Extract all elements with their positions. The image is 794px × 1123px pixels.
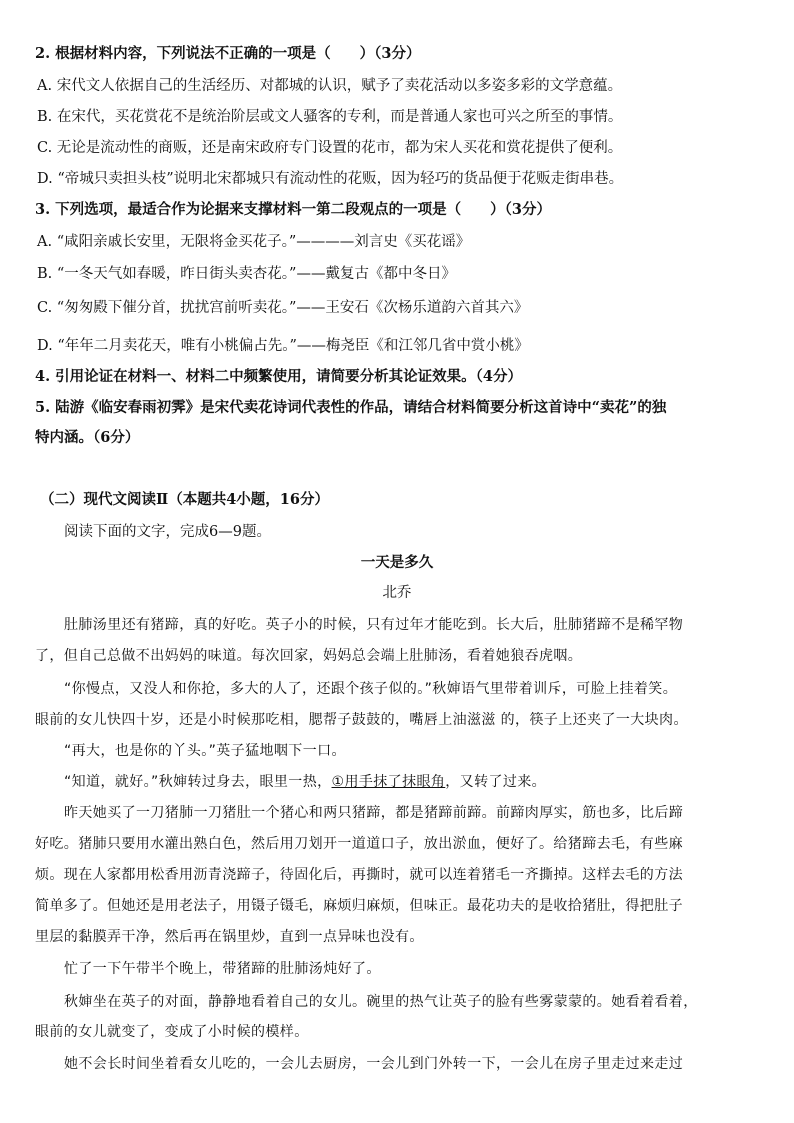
story-paragraph-8-line-1: 她不会长时间坐着看女儿吃的，一会儿去厨房，一会儿到门外转一下，一会儿在房子里走过来走过 xyxy=(64,1056,684,1072)
story-paragraph-1-line-2: 了，但自己总做不出妈妈的味道。每次回家，妈妈总会端上肚肺汤，看着她狼吞虎咽。 xyxy=(35,648,583,664)
story-paragraph-2-line-1: “你慢点，又没人和你抢，多大的人了，还跟个孩子似的。”秋婶语气里带着训斥，可脸上挂着笑。 xyxy=(64,681,678,697)
story-title: 一天是多久 xyxy=(360,554,434,571)
question-5-line-2: 特内涵。（6分） xyxy=(35,429,140,446)
story-author: 北乔 xyxy=(382,585,412,601)
question-2-option-a: A. 宋代文人依据自己的生活经历、对都城的认识，赋予了卖花活动以多姿多彩的文学意蕴。 xyxy=(37,78,623,94)
story-paragraph-5-line-2: 好吃。猪肺只要用水灌出熟白色，然后用刀划开一道道口子，放出淤血，便好了。给猪蹄去毛，有些麻 xyxy=(35,836,683,852)
question-2-option-d: D. “帝城只卖担头枝”说明北宋都城只有流动性的花贩，因为轻巧的货品便于花贩走街串巷。 xyxy=(37,171,624,187)
story-paragraph-7-line-1: 秋婶坐在英子的对面，静静地看着自己的女儿。碗里的热气让英子的脸有些雾蒙蒙的。她看着看着， xyxy=(64,994,698,1010)
story-paragraph-3: “再大，也是你的丫头。”英子猛地咽下一口。 xyxy=(64,743,346,759)
section-instruction: 阅读下面的文字，完成6—9题。 xyxy=(64,524,271,540)
paragraph-4-text-before: “知道，就好。”秋婶转过身去，眼里一热， xyxy=(64,774,332,790)
question-2-stem: 2. 根据材料内容，下列说法不正确的一项是（ ）（3分） xyxy=(35,45,421,62)
paragraph-4-text-after: ，又转了过来。 xyxy=(445,774,547,790)
story-paragraph-1-line-1: 肚肺汤里还有猪蹄，真的好吃。英子小的时候，只有过年才能吃到。长大后，肚肺猪蹄不是稀罕物 xyxy=(64,617,684,633)
question-2-option-c: C. 无论是流动性的商贩，还是南宋政府专门设置的花市，都为宋人买花和赏花提供了便利。 xyxy=(37,140,623,156)
story-paragraph-2-line-2: 眼前的女儿快四十岁，还是小时候那吃相，腮帮子鼓鼓的，嘴唇上油滋滋 的，筷子上还夹了一大块肉。 xyxy=(35,712,688,728)
story-paragraph-5-line-5: 里层的黏膜弄干净，然后再在锅里炒，直到一点异味也没有。 xyxy=(35,929,424,945)
question-3-option-c: C. “匆匆殿下催分首，扰扰宫前听卖花。”——王安石《次杨乐道韵六首其六》 xyxy=(37,300,529,316)
question-3-option-b: B. “一冬天气如春暖，昨日街头卖杏花。”——戴复古《都中冬日》 xyxy=(37,266,456,282)
story-paragraph-5-line-3: 烦。现在人家都用松香用沥青浇蹄子，待固化后，再撕时，就可以连着猪毛一齐撕掉。这样去毛的方法 xyxy=(35,867,683,883)
story-paragraph-4 xyxy=(64,772,764,792)
story-paragraph-5-line-4: 简单多了。但她还是用老法子，用镊子镊毛，麻烦归麻烦，但味正。最花功夫的是收拾猪肚，得把肚子 xyxy=(35,898,683,914)
question-5-line-1: 5. 陆游《临安春雨初霁》是宋代卖花诗词代表性的作品，请结合材料简要分析这首诗中“卖花”的独 xyxy=(35,399,667,416)
question-3-option-a: A. “咸阳亲戚长安里，无限将金买花子。”————刘言史《买花谣》 xyxy=(37,234,471,250)
question-3-option-d: D. “年年二月卖花天，唯有小桃偏占先。”——梅尧臣《和江邻几省中赏小桃》 xyxy=(37,338,529,354)
story-paragraph-7-line-2: 眼前的女儿就变了，变成了小时候的模样。 xyxy=(35,1024,309,1040)
section-heading: （二）现代文阅读Ⅱ（本题共4小题，16分） xyxy=(40,491,329,508)
underlined-sentence-1: ①用手抹了抹眼角 xyxy=(331,774,446,790)
story-paragraph-5-line-1: 昨天她买了一刀猪肺一刀猪肚一个猪心和两只猪蹄，都是猪蹄前蹄。前蹄肉厚实，筋也多，比后蹄 xyxy=(64,805,684,821)
story-paragraph-6: 忙了一下午带半个晚上，带猪蹄的肚肺汤炖好了。 xyxy=(64,961,381,977)
question-3-stem: 3. 下列选项，最适合作为论据来支撑材料一第二段观点的一项是（ ）（3分） xyxy=(35,201,552,218)
question-2-option-b: B. 在宋代，买花赏花不是统治阶层或文人骚客的专利，而是普通人家也可兴之所至的事情。 xyxy=(37,109,623,125)
question-4: 4. 引用论证在材料一、材料二中频繁使用，请简要分析其论证效果。（4分） xyxy=(35,368,523,385)
